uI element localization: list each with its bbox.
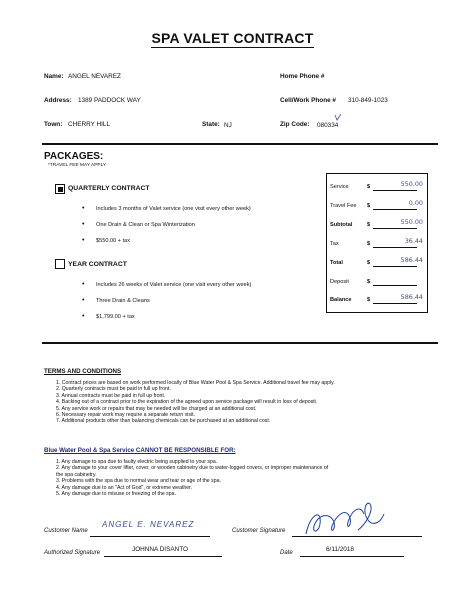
pricing-fill-line: [373, 190, 417, 191]
pricing-box: [326, 173, 428, 313]
quarterly-contract-label: QUARTERLY CONTRACT: [68, 185, 150, 192]
quarterly-contract-checkbox[interactable]: [55, 184, 65, 194]
pricing-fill-line: [373, 303, 417, 304]
year-contract-label: YEAR CONTRACT: [68, 261, 127, 268]
pricing-label: Service: [330, 184, 349, 190]
pricing-fill-line: [373, 228, 417, 229]
pricing-label: Deposit: [330, 279, 349, 285]
terms-item: 7. Additional products other than balancing chemicals can be purchased at an additional cost.: [56, 418, 271, 425]
liability-item: 4. Any damage due to an "Act of God", or extreme weather.: [56, 484, 193, 491]
date-line[interactable]: [300, 556, 404, 557]
address-label: Address:: [44, 97, 72, 104]
terms-item: 4. Backing out of a contract prior to the expiration of the agreed upon service package will result in loss of deposit.: [56, 399, 318, 406]
pricing-label: Subtotal: [330, 222, 353, 228]
pricing-fill-line: [373, 209, 417, 210]
address-value: 1389 PADDOCK WAY: [78, 97, 141, 104]
terms-item: 6. Necessary repair work may require a separate return visit.: [56, 412, 195, 419]
cell-phone-value: 310-849-1023: [348, 97, 388, 104]
pricing-dollar: $: [367, 222, 371, 228]
customer-name-line: [90, 536, 210, 537]
pricing-fill-line: [373, 285, 417, 286]
bullet-dot: •: [82, 237, 85, 244]
authorized-signature-value: JOHNNA DISANTO: [132, 546, 188, 553]
pricing-dollar: $: [367, 279, 371, 285]
pricing-value: 0.00: [408, 199, 423, 207]
liability-item: 1. Any damage to spa due to faulty electric being supplied to your spa.: [56, 459, 218, 465]
quarterly-bullet-2: One Drain & Clean or Spa Winterization: [96, 222, 195, 228]
pricing-label: Tax: [330, 241, 339, 247]
customer-signature-image: [300, 500, 390, 540]
pricing-dollar: $: [367, 184, 371, 190]
year-bullet-1: Includes 26 weeks of Valet service (one visit every other week): [96, 282, 252, 288]
authorized-signature-label: Authorized Signature: [44, 550, 101, 556]
terms-list: [56, 380, 426, 425]
liability-heading: Blue Water Pool & Spa Service CANNOT BE RESPONSIBLE FOR:: [44, 447, 236, 454]
travel-fee-note: *TRAVEL FEE MAY APPLY: [48, 163, 107, 168]
year-bullet-3: $1,799.00 + tax: [96, 314, 135, 320]
pricing-label: Balance: [330, 297, 352, 303]
zip-label: Zip Code:: [280, 121, 310, 128]
authorized-signature-line[interactable]: [104, 556, 222, 557]
pricing-label: Total: [330, 260, 343, 266]
bullet-dot: •: [82, 297, 85, 304]
liability-item: the spa cabinetry.: [56, 471, 97, 478]
state-value: NJ: [224, 122, 232, 129]
date-label: Date: [280, 550, 293, 556]
handwritten-correction-mark: [333, 114, 343, 122]
year-bullet-2: Three Drain & Cleans: [96, 298, 150, 304]
pricing-value: 586.44: [400, 256, 423, 264]
pricing-value: 550.00: [400, 218, 423, 226]
quarterly-bullet-1: Includes 3 months of Valet service (one visit every other week): [96, 206, 251, 212]
bullet-dot: •: [82, 221, 85, 228]
terms-item: 3. Annual contracts must be paid in full up front.: [56, 392, 166, 399]
liability-item: 3. Problems with the spa due to normal wear and tear or age of the spa.: [56, 478, 221, 485]
liability-item: 5. Any damage due to misuse or freezing of the spa.: [56, 491, 176, 498]
date-value: 6/11/2018: [326, 546, 354, 553]
pricing-value: 550.00: [400, 180, 423, 188]
customer-name-label: Customer Name: [44, 528, 88, 534]
checkbox-check-fill: [58, 187, 63, 192]
pricing-fill-line: [373, 266, 417, 267]
cell-phone-label: Cell/Work Phone #: [280, 97, 336, 104]
terms-item: 5. Any service work or repairs that may be needed will be charged at an additional cost.: [56, 405, 257, 412]
terms-heading: TERMS AND CONDITIONS: [44, 368, 122, 375]
bullet-dot: •: [82, 205, 85, 212]
customer-signature-label: Customer Signature: [232, 528, 286, 534]
packages-top-rule: [42, 143, 438, 145]
pricing-dollar: $: [367, 260, 371, 266]
pricing-label: Travel Fee: [330, 203, 357, 209]
pricing-value: 36.44: [404, 237, 423, 245]
pricing-dollar: $: [367, 203, 371, 209]
pricing-fill-line: [373, 247, 417, 248]
home-phone-label: Home Phone #: [280, 73, 325, 80]
name-value: ANGEL NEVAREZ: [68, 73, 121, 80]
zip-value: 080334: [317, 122, 339, 129]
customer-name-value: ANGEL E. NEVAREZ: [102, 520, 195, 529]
liability-item: 2. Any damage to your cover lifter, cover, or wooden cabinetry due to water-logged covers, or improper maintenance of: [56, 465, 329, 472]
pricing-dollar: $: [367, 297, 371, 303]
terms-item: 1. Contract prices are based on work performed locally of Blue Water Pool & Spa Service. Additional travel fee may apply.: [56, 380, 335, 386]
quarterly-bullet-3: $550.00 + tax: [96, 238, 131, 244]
packages-bottom-rule: [42, 342, 438, 344]
bullet-dot: •: [82, 313, 85, 320]
state-label: State:: [202, 121, 220, 128]
terms-item: 2. Quarterly contracts must be paid in full up front.: [56, 386, 171, 393]
liability-list: [56, 459, 426, 497]
pricing-value: 586.44: [400, 293, 423, 301]
town-label: Town:: [44, 121, 63, 128]
town-value: CHERRY HILL: [68, 121, 111, 128]
bullet-dot: •: [82, 281, 85, 288]
pricing-dollar: $: [367, 241, 371, 247]
page-title: [0, 30, 465, 46]
packages-heading: PACKAGES:: [44, 151, 104, 162]
page-title-text: SPA VALET CONTRACT: [151, 30, 314, 46]
name-label: Name:: [44, 73, 64, 80]
year-contract-checkbox[interactable]: [55, 259, 65, 269]
